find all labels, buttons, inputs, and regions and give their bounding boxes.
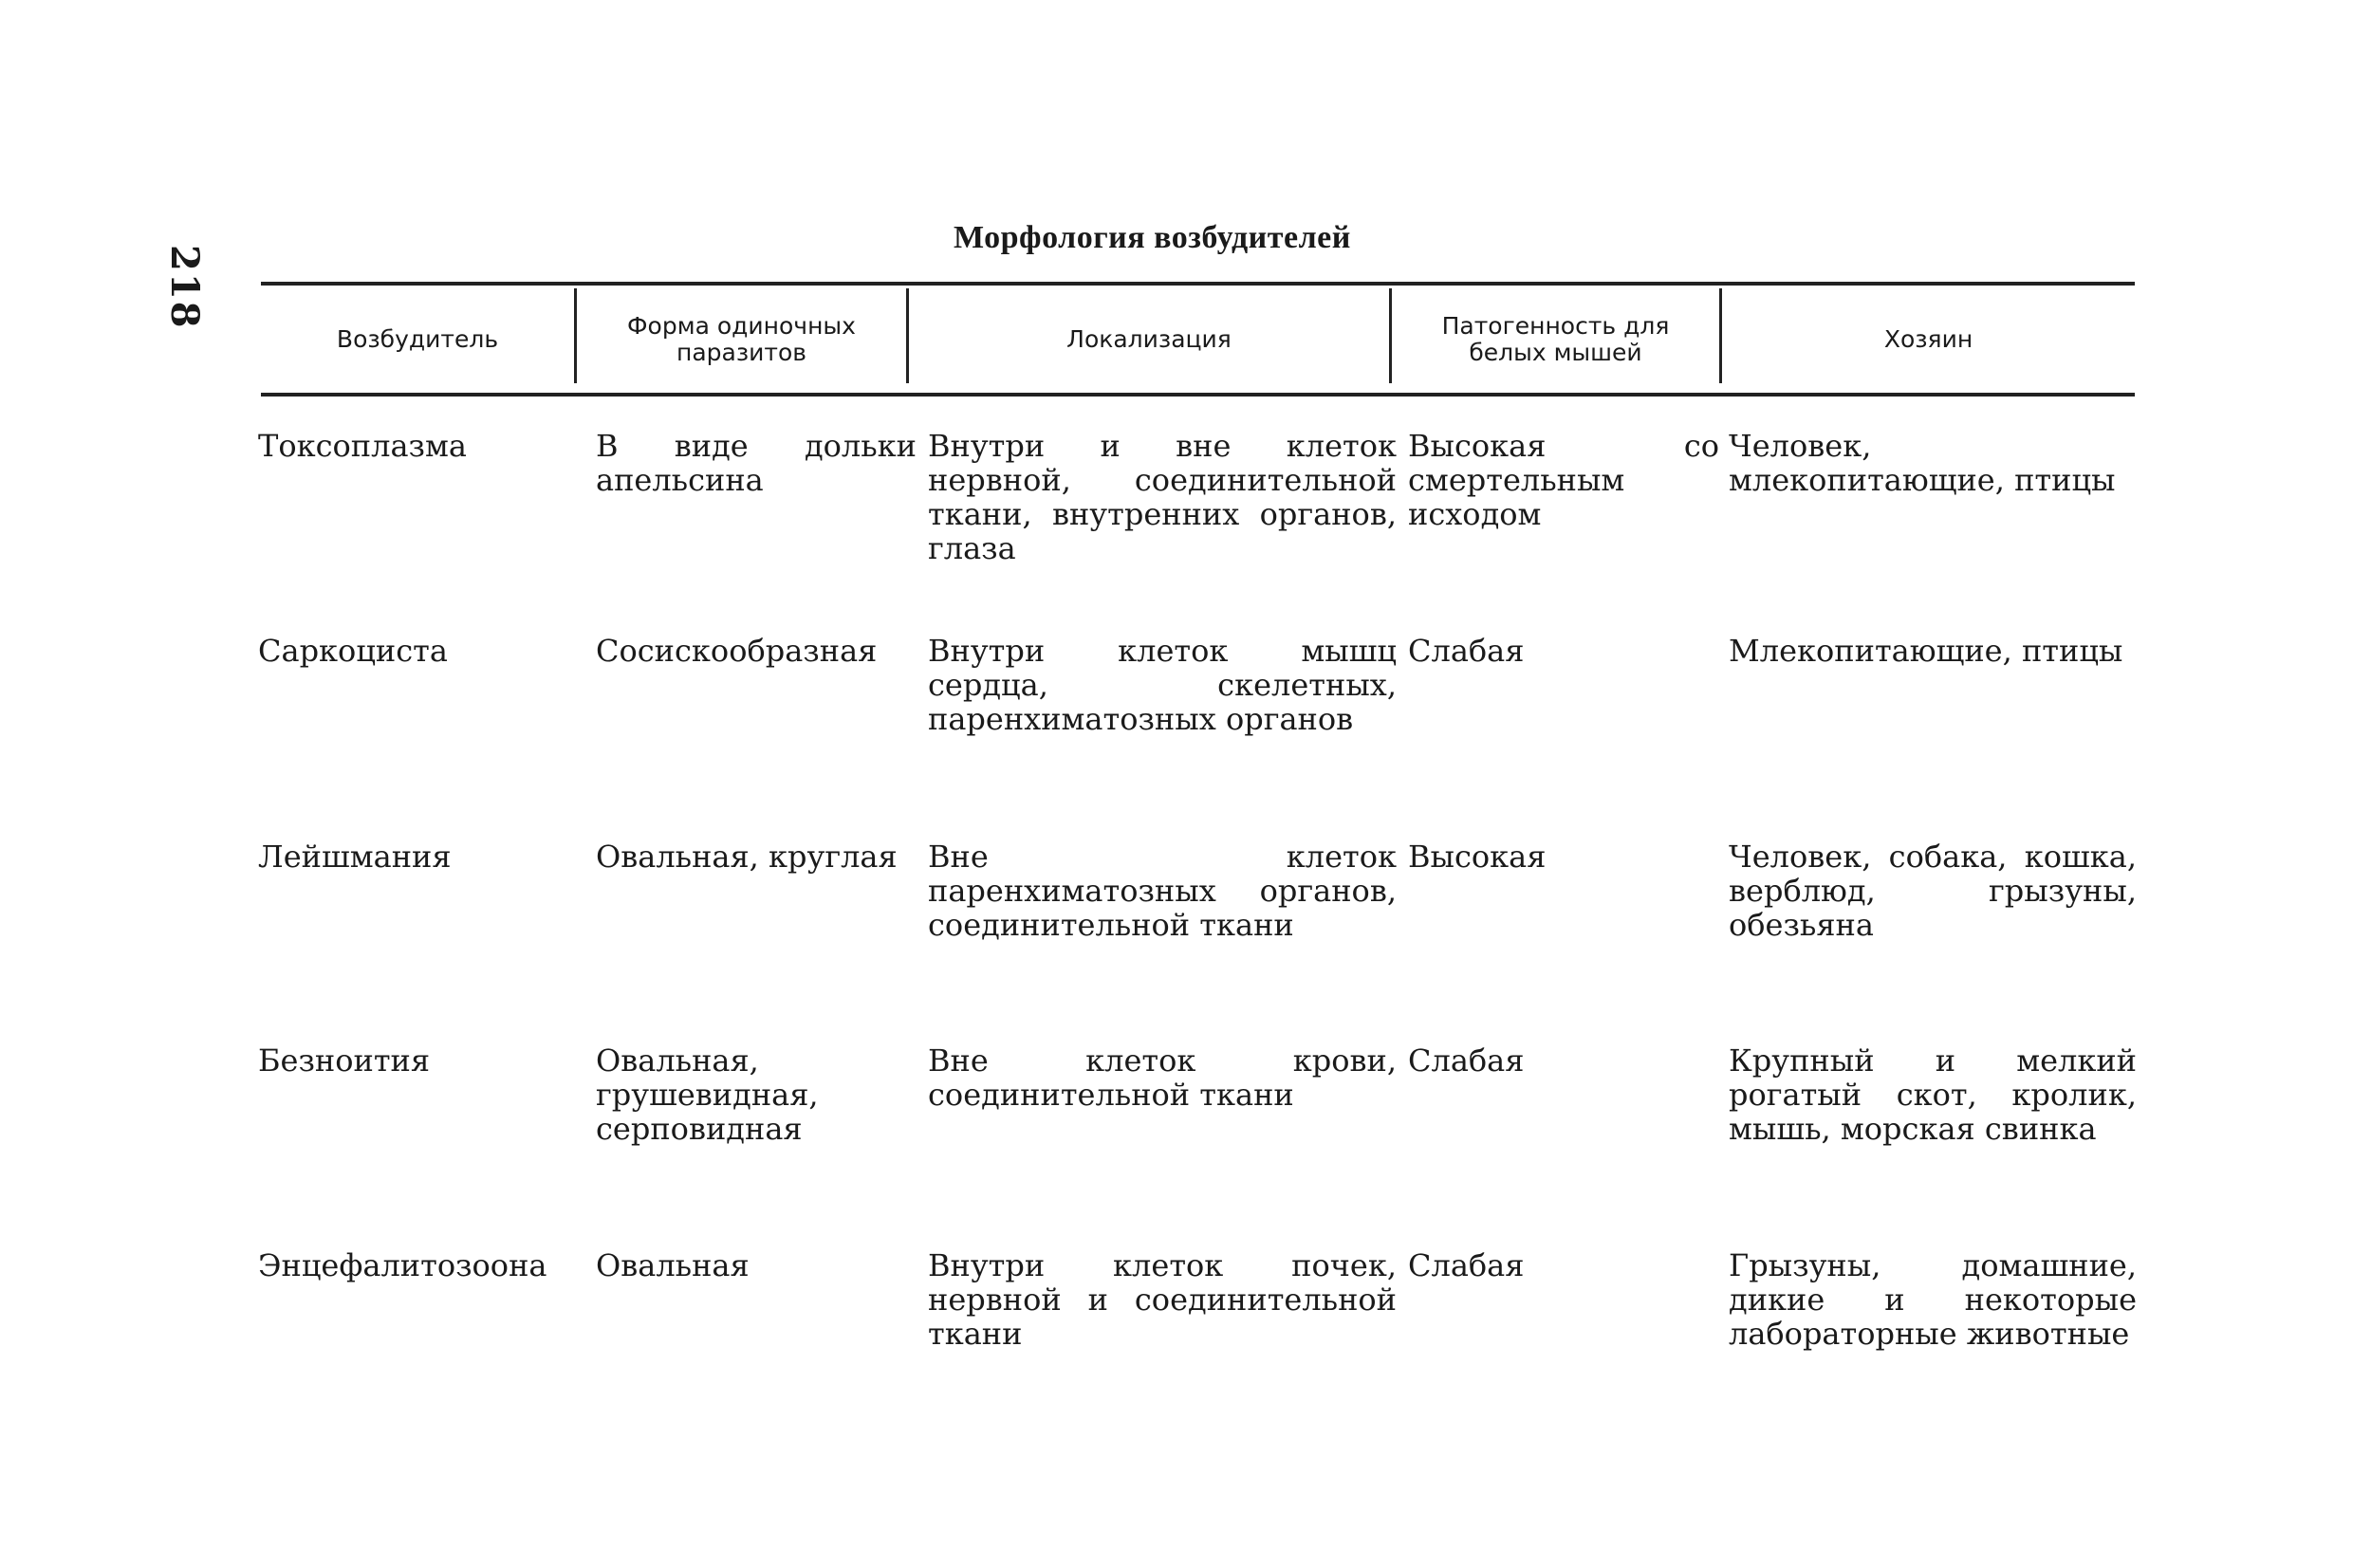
cell-pathogen: Токсоплазма <box>258 428 467 464</box>
cell-localization: Вне клеток паренхиматозных органов, соединительной ткани <box>928 839 1397 943</box>
cell-pathogen: Лейшмания <box>258 839 452 875</box>
header-pathogenicity: Патогенность для белых мышей <box>1441 312 1670 366</box>
table-row <box>256 429 2154 565</box>
header-form: Форма одиночных паразитов <box>627 312 856 366</box>
cell-localization: Внутри и вне клеток нервной, соединительной ткани, внутренних органов, глаза <box>928 428 1397 566</box>
table-row <box>256 634 2154 736</box>
cell-host: Человек, собака, кошка, верблюд, грызуны, обезьяна <box>1729 839 2137 943</box>
table-title: Морфология возбудителей <box>954 220 1351 255</box>
cell-host: Крупный и мелкий рогатый скот, кролик, мышь, морская свинка <box>1729 1042 2137 1147</box>
table-row <box>256 839 2154 942</box>
cell-pathogenicity: Высокая <box>1408 839 1547 875</box>
cell-localization: Внутри клеток мышц сердца, скелетных, паренхиматозных органов <box>928 633 1397 737</box>
cell-form: Овальная, грушевидная, серповидная <box>596 1042 819 1147</box>
header-pathogen: Возбудитель <box>336 325 499 353</box>
cell-form: В виде дольки апельсина <box>596 428 917 498</box>
cell-localization: Внутри клеток почек, нервной и соединительной ткани <box>928 1247 1397 1352</box>
cell-host: Млекопитающие, птицы <box>1729 633 2123 669</box>
cell-form: Овальная, круглая <box>596 839 898 875</box>
table-header-rule <box>261 393 2135 397</box>
cell-form: Сосискообразная <box>596 633 878 669</box>
table-header <box>261 288 2135 391</box>
cell-localization: Вне клеток крови, соединительной ткани <box>928 1042 1397 1113</box>
table-row <box>256 1248 2154 1351</box>
cell-pathogenicity: Слабая <box>1408 1042 1525 1079</box>
page-number: 218 <box>162 245 207 330</box>
cell-pathogenicity: Слабая <box>1408 1247 1525 1283</box>
cell-pathogen: Саркоциста <box>258 633 448 669</box>
cell-pathogen: Безноития <box>258 1042 431 1079</box>
cell-host: Грызуны, домашние, дикие и некоторые лабораторные животные <box>1729 1247 2137 1352</box>
cell-host: Человек, млекопитающие, птицы <box>1729 428 2116 498</box>
table-top-rule <box>261 282 2135 286</box>
cell-form: Овальная <box>596 1247 750 1283</box>
table-row <box>256 1043 2154 1146</box>
cell-pathogenicity: Слабая <box>1408 633 1525 669</box>
header-host: Хозяин <box>1883 325 1973 353</box>
cell-pathogenicity: Высокая со смертельным исходом <box>1408 428 1719 532</box>
header-localization: Локализация <box>1066 325 1232 353</box>
cell-pathogen: Энцефалитозоона <box>258 1247 547 1283</box>
